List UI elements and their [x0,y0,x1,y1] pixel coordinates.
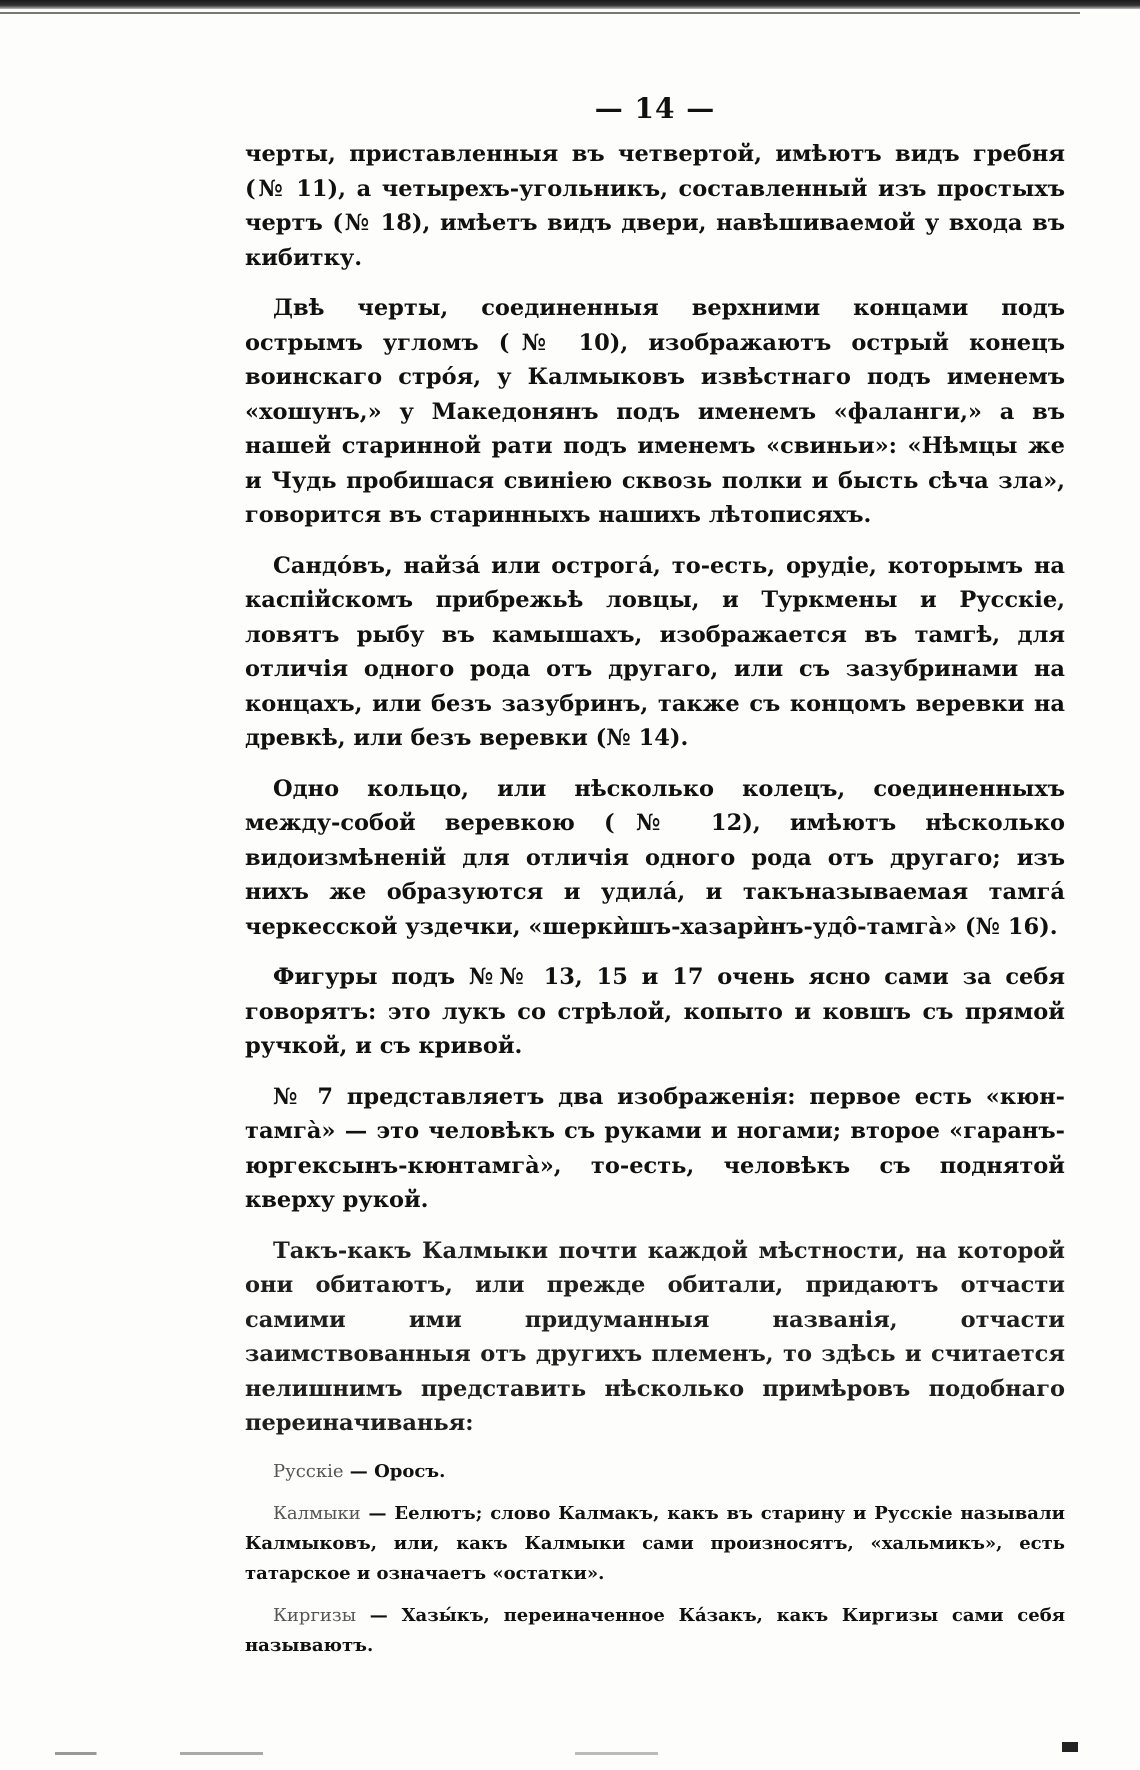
list-item-text: — Еелютъ; слово Калмакъ, какъ въ старину и Русскiе называли Калмыковъ, или, какъ Калмыки сами произносятъ, «хальмикъ», есть татарское и означаетъ «остатки». [245,1502,1065,1584]
list-item-text: — Оросъ. [343,1460,446,1482]
paragraph-1: черты, приставленныя въ четвертой, имѣютъ видъ гребня (№ 11), а четырехъ-угольникъ, составленный изъ простыхъ чертъ (№ 18), имѣетъ видъ двери, навѣшиваемой у входа въ кибитку. [245,141,1065,271]
list-item-term: Киргизы [273,1604,357,1626]
top-border-thin-rule [0,12,1080,14]
paragraph-2: Двѣ черты, соединенныя верхними концами подъ острымъ угломъ (№ 10), изображаютъ острый конецъ воинскаго стрóя, у Калмыковъ извѣстнаго подъ именемъ «хошунъ,» у Македонянъ подъ именемъ «фаланги,» а въ нашей старинной рати подъ именемъ «свиньи»: «Нѣмцы же и Чудь пробишася свинiею сквозь полки и бысть сѣча зла», говорится въ старинныхъ нашихъ лѣтописяхъ. [245,295,1065,528]
top-border-rule [0,0,1140,9]
paragraph-6: № 7 представляетъ два изображенiя: первое есть «кюн-тамгà» — это человѣкъ съ руками и ногами; второе «гаранъ-юргексынъ-кюнтамгà», то-есть, человѣкъ съ поднятой кверху рукой. [245,1083,1065,1213]
name-examples-list [245,1457,1065,1661]
list-item [245,1499,1065,1589]
page-content [245,92,1065,1673]
bottom-scan-marks [55,1752,1095,1755]
list-item-term: Калмыки [273,1502,361,1524]
list-item [245,1457,1065,1487]
list-item-term: Русскiе [273,1460,344,1482]
page-number: — 14 — [594,92,716,125]
paragraph-5: Фигуры подъ №№ 13, 15 и 17 очень ясно сами за себя говорятъ: это лукъ со стрѣлой, копыто и ковшъ съ прямой ручкой, и съ кривой. [245,964,1065,1059]
list-item [245,1601,1065,1661]
paragraph-7: Такъ-какъ Калмыки почти каждой мѣстности, на которой они обитаютъ, или прежде обитали, придаютъ отчасти самими ими придуманныя названiя, отчасти заимствованныя отъ другихъ племенъ, то здѣсь и считается нелишнимъ представить нѣсколько примѣровъ подобнаго переиначиванья: [245,1237,1065,1436]
paragraph-3: Сандóвъ, найзá или острогá, то-есть, орудiе, которымъ на каспiйскомъ прибрежьѣ ловцы, и Туркмены и Русскiе, ловятъ рыбу въ камышахъ, изображается въ тамгѣ, для отличiя одного рода отъ другаго, или съ зазубринами на концахъ, или безъ зазубринъ, также съ концомъ веревки на древкѣ, или безъ веревки (№ 14). [245,552,1065,751]
corner-scan-mark [1062,1742,1078,1752]
list-item-text: — Хазы́къ, переиначенное Кáзакъ, какъ Киргизы сами себя называютъ. [245,1604,1065,1656]
paragraph-4: Одно кольцо, или нѣсколько колецъ, соединенныхъ между-собой веревкою (№ 12), имѣютъ нѣсколько видоизмѣненiй для отличiя одного рода отъ другаго; изъ нихъ же образуются и удилá, и такъназываемая тамгá черкесской уздечки, «шеркѝшъ-хазарѝнъ-удô-тамгà» (№ 16). [245,775,1065,940]
